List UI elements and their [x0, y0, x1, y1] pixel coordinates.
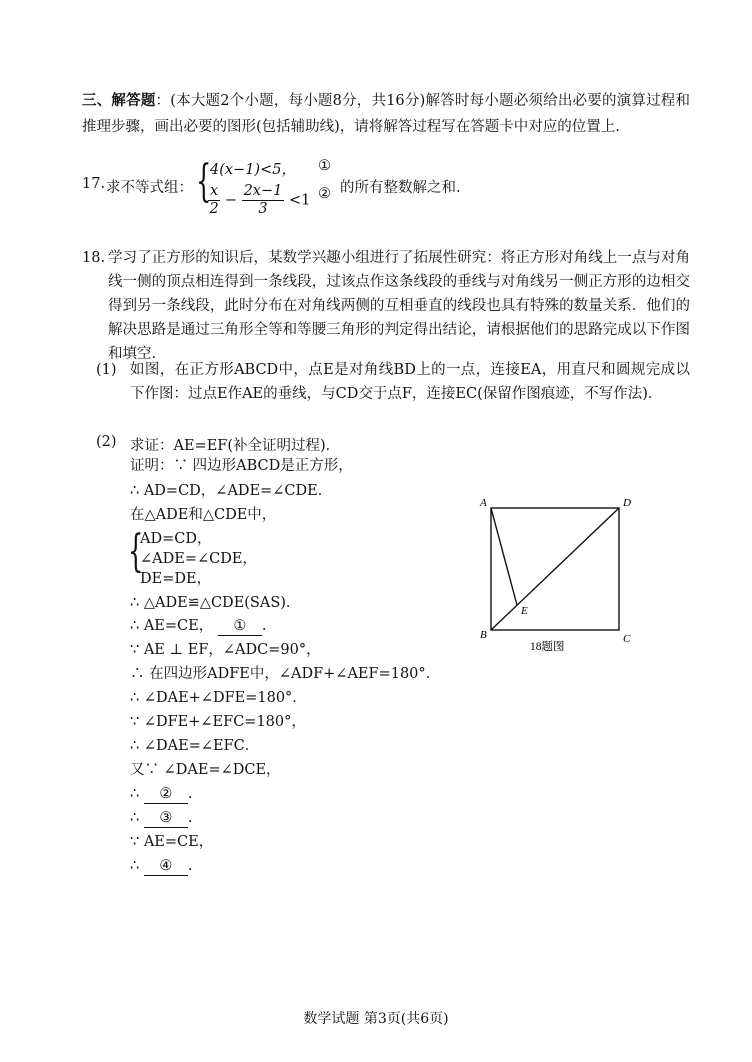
proof-line-5: ∠ADE=∠CDE， [140, 551, 257, 567]
q17-frac1-den: 2 [209, 201, 219, 217]
diagonal-bd [491, 508, 619, 630]
proof-line-15: ∴ ② . [130, 786, 193, 802]
page-footer: 数学试题 第3页(共6页) [303, 1011, 449, 1027]
proof-line-3: 在△ADE和△CDE中， [130, 507, 277, 523]
q18-part1-text: 如图，在正方形ABCD中，点E是对角线BD上的一点，连接EA，用直尺和圆规完成以下作图：过点E作AE的垂线，与CD交于点F，连接EC(保留作图痕迹，不写作法)． [130, 362, 690, 402]
q17-frac1-num: x [210, 183, 219, 199]
proof-line-8: ∴ AE=CE， ① . [130, 618, 267, 634]
blank-4[interactable]: ④ [144, 857, 188, 876]
section-intro-text: ：(本大题2个小题，每小题8分，共16分)解答时每小题必须给出必要的演算过程和推理步骤，画出必要的图形(包括辅助线)，请将解答过程写在答题卡中对应的位置上. [82, 93, 690, 135]
q17-ineq1: 4(x−1)<5， [210, 162, 296, 178]
q17-frac2-num: 2x−1 [243, 183, 283, 199]
proof-line-11: ∴ ∠DAE+∠DFE=180°． [130, 690, 307, 706]
blank-1[interactable]: ① [218, 617, 262, 636]
proof-line-1: 证明：∵ 四边形ABCD是正方形， [130, 458, 353, 474]
q17-frac2-den: 3 [258, 201, 268, 217]
proof-line-16: ∴ ③ . [130, 810, 193, 826]
proof-line-17: ∵ AE=CE， [130, 834, 214, 850]
label-C: C [623, 633, 631, 645]
proof-line-14: 又∵ ∠DAE=∠DCE， [130, 762, 281, 778]
q17-prefix: 求不等式组： [106, 180, 193, 196]
label-A: A [480, 497, 487, 509]
proof-line-16-text: ∴ [130, 810, 140, 826]
q17-frac1 [208, 183, 220, 218]
q18-intro: 学习了正方形的知识后，某数学兴趣小组进行了拓展性研究：将正方形对角线上一点与对角线一侧的顶点相连得到一条线段，过该点作这条线段的垂线与对角线另一侧正方形的边相交得到另一条线段，此时分布在对角线两侧的互相垂直的线段也具有特殊的数量关系．他们的解决思路是通过三角形全等和等腰三角形的判定得出结论，请根据他们的思路完成以下作图和填空． [108, 250, 690, 362]
proof-line-12: ∵ ∠DFE+∠EFC=180°， [130, 714, 306, 730]
blank-2[interactable]: ② [144, 785, 188, 804]
proof-brace: { [128, 526, 144, 577]
proof-line-15-text: ∴ [130, 786, 140, 802]
proof-line-10: ∴ 在四边形ADFE中，∠ADF+∠AEF=180°． [130, 666, 441, 682]
proof-line-18-text: ∴ [130, 858, 140, 874]
label-E: E [521, 605, 528, 617]
q18-figure [470, 490, 640, 660]
section-heading: 三、解答题 [82, 92, 156, 109]
proof-line-8-text: ∴ AE=CE， [130, 618, 214, 634]
proof-line-2: ∴ AD=CD，∠ADE=∠CDE． [130, 483, 333, 499]
proof-line-13: ∴ ∠DAE=∠EFC． [130, 738, 260, 754]
q17-tail: <1 [288, 192, 311, 209]
segment-ae [491, 508, 517, 605]
q17-ineq1-tag: ① [318, 158, 331, 174]
q17-minus: − [224, 192, 237, 209]
label-B: B [480, 629, 487, 641]
q18-part2-text: 求证：AE=EF(补全证明过程)． [130, 438, 341, 454]
proof-line-4: AD=CD， [140, 531, 212, 547]
proof-line-7: ∴ △ADE≌△CDE(SAS)． [130, 595, 301, 611]
q17-frac2 [242, 183, 285, 218]
q18-part1-label: (1) [96, 362, 117, 378]
proof-line-18: ∴ ④ . [130, 858, 193, 874]
label-D: D [623, 497, 631, 509]
q17-brace: { [196, 156, 212, 207]
q17-suffix: 的所有整数解之和. [340, 180, 461, 196]
q17-ineq2-tag: ② [318, 186, 331, 202]
section-intro [82, 88, 690, 140]
figure-caption: 18题图 [530, 641, 565, 653]
proof-line-6: DE=DE， [140, 571, 212, 587]
blank-3[interactable]: ③ [144, 809, 188, 828]
proof-line-9: ∵ AE ⊥ EF，∠ADC=90°， [130, 642, 321, 658]
q17-number: 17. [82, 176, 106, 192]
q18-number: 18. [82, 250, 106, 266]
q17-ineq2 [208, 183, 310, 218]
q18-part2-label: (2) [96, 434, 117, 450]
